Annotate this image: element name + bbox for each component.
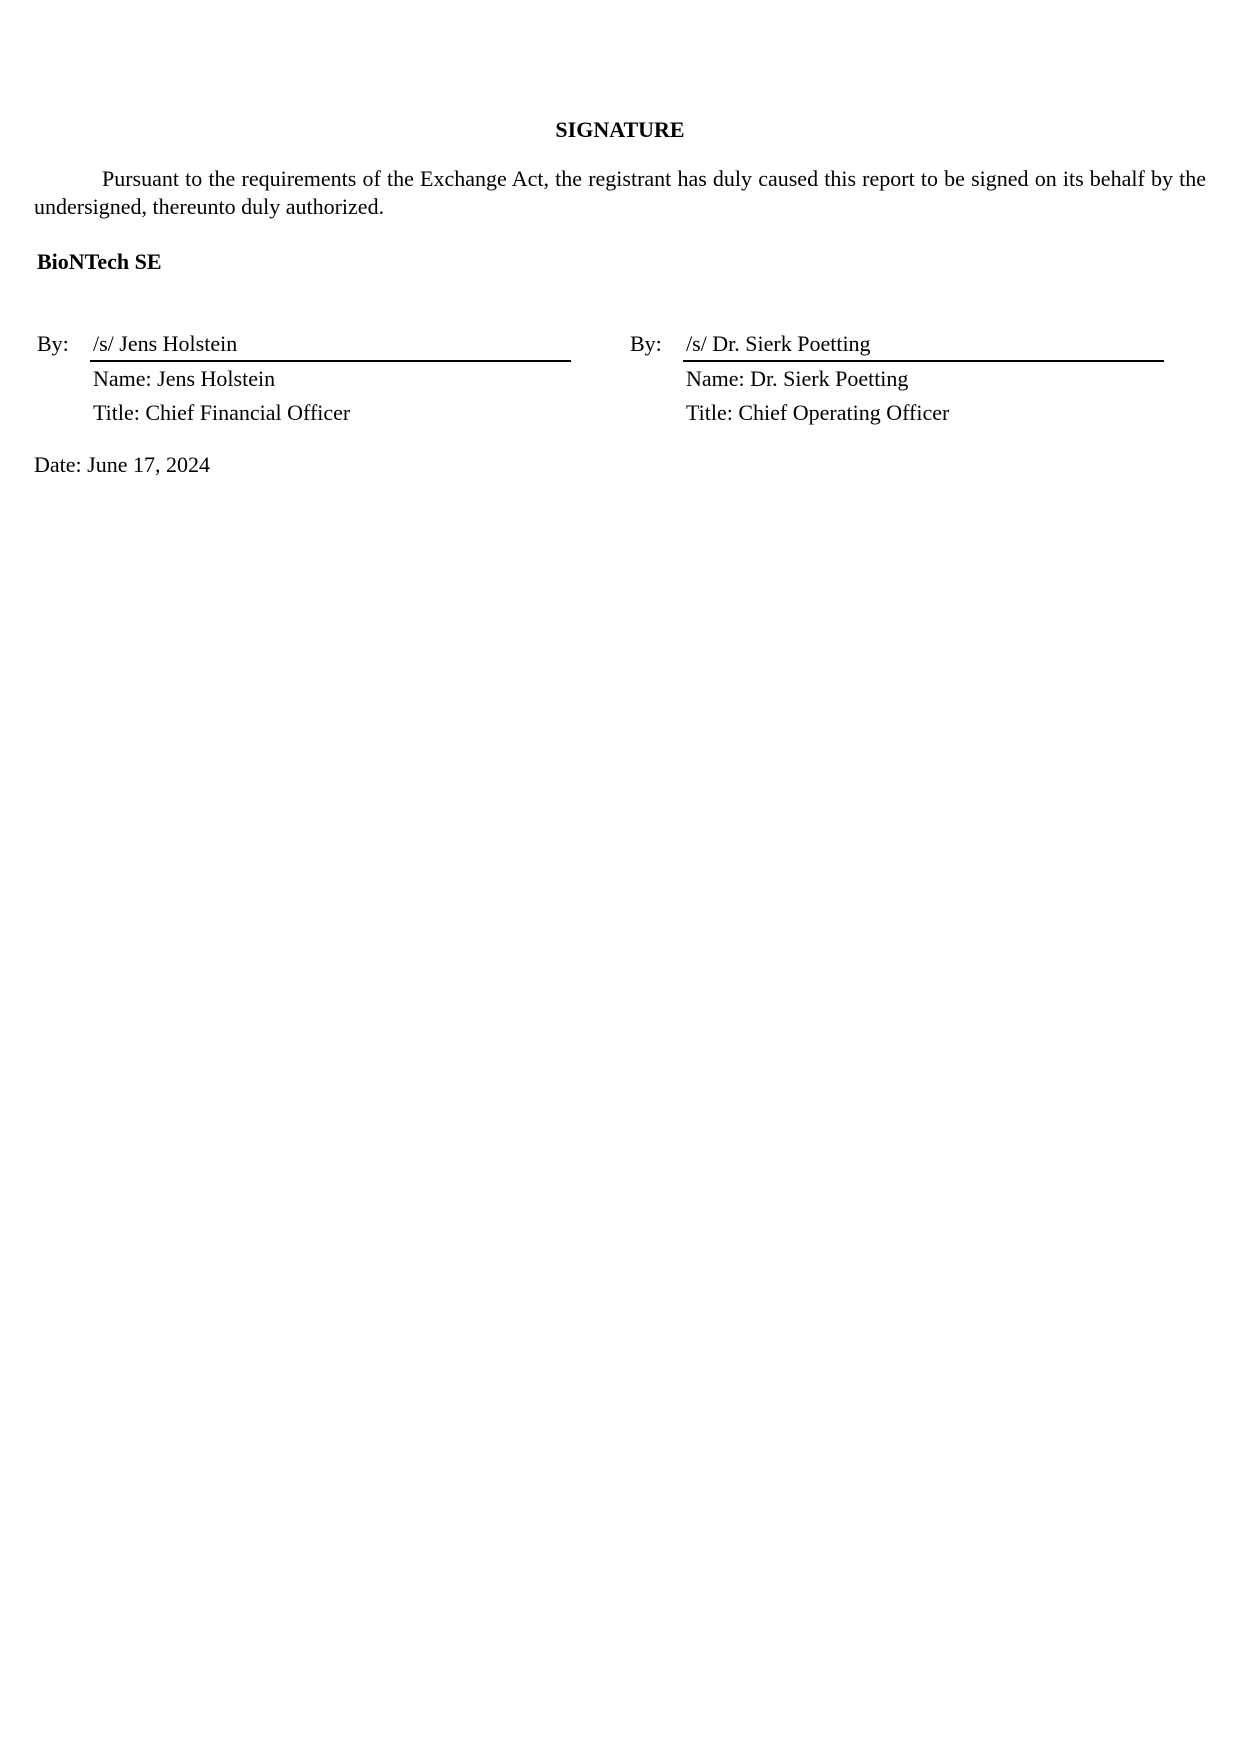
- signatory-name: Name: Dr. Sierk Poetting: [686, 366, 909, 391]
- page-title: SIGNATURE: [555, 117, 685, 142]
- signature-line: [90, 330, 571, 362]
- signature-text: /s/ Jens Holstein: [93, 331, 238, 356]
- signature-line: [683, 330, 1164, 362]
- signature-text: /s/ Dr. Sierk Poetting: [686, 331, 871, 356]
- signature-date: Date: June 17, 2024: [34, 452, 210, 477]
- by-label: By:: [630, 331, 662, 356]
- signatory-title: Title: Chief Financial Officer: [93, 400, 351, 425]
- by-label: By:: [37, 331, 69, 356]
- signatory-title: Title: Chief Operating Officer: [686, 400, 950, 425]
- company-name: BioNTech SE: [37, 249, 162, 274]
- authorization-paragraph: Pursuant to the requirements of the Exchange Act, the registrant has duly caused this report to be signed on its behalf by the undersigned, thereunto duly authorized.: [34, 166, 1206, 219]
- signatory-name: Name: Jens Holstein: [93, 366, 276, 391]
